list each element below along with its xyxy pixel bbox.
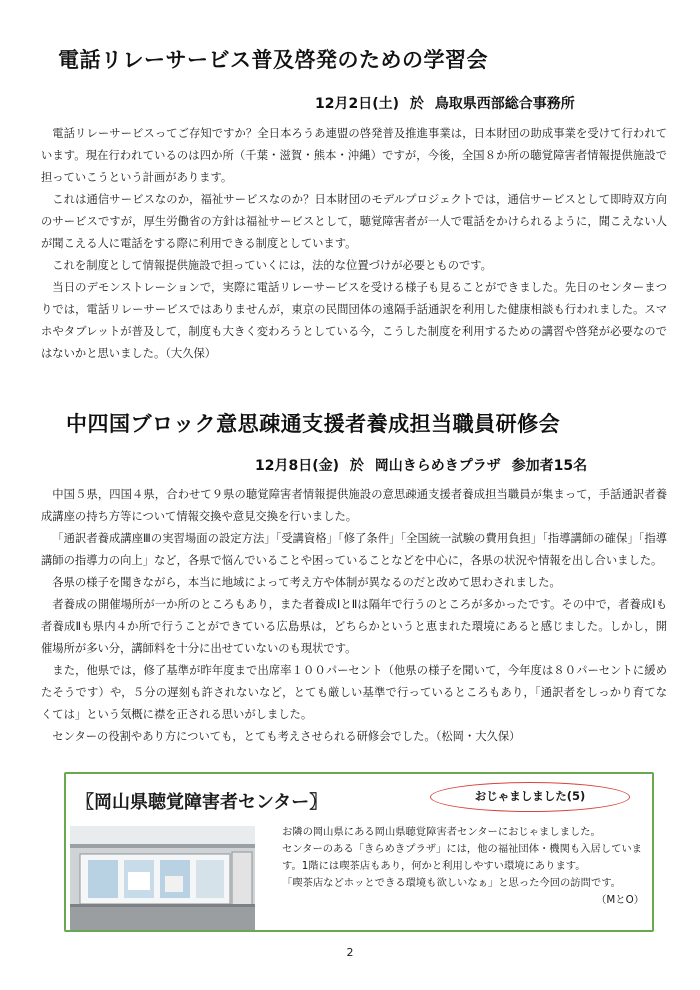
article2-venue: 岡山きらめきプラザ [374,458,501,474]
paragraph: これは通信サービスなのか，福祉サービスなのか？日本財団のモデルプロジェクトでは，通信サービスとして即時双方向のサービスですが，厚生労働省の方針は福祉サービスとして，聴覚障害者が一人で電話をかけられるように，聞こえない人が聞こえる人に電話をする際に利用できる制度としています。 [41,193,667,250]
article2-title: 中四国ブロック意思疎通支援者養成担当職員研修会 [66,412,561,436]
page-number: 2 [346,946,354,959]
visit-line: 「喫茶店などホッとできる環境も欲しいなぁ」と思った今回の訪問です。 [282,877,621,889]
article2-body [41,484,667,748]
visit-signature: （MとO） [596,894,644,906]
article1-at: 於 [409,96,424,112]
article2-date: 12月8日(金) [255,458,340,474]
paragraph: 者養成の開催場所が一か所のところもあり，また者養成ⅠとⅡは隔年で行うのところが多かったです。その中で，者養成Ⅰも者養成Ⅱも県内４か所で行うことができている広島県は，どちらかというと恵まれた環境にあると感じました。しかし，開催場所が多い分，講師料を十分に出せていないのも現状です。 [41,598,667,655]
article1-meta [315,93,581,113]
article1-body [41,123,667,365]
article2-meta [255,455,593,475]
visit-text [282,824,644,909]
paragraph: また，他県では，修了基準が昨年度まで出席率１００パーセント（他県の様子を聞いて，今年度は８０パーセントに緩めたそうです）や，５分の遅刻も許されないなど，とても厳しい基準で行っているところもあり，「通訳者をしっかり育てなくては」という気概に襟を正される思いがしました。 [41,664,667,721]
paragraph: 「通訳者養成講座Ⅲの実習場面の設定方法」「受講資格」「修了条件」「全国統一試験の費用負担」「指導講師の確保」「指導講師の指導力の向上」など，各県で悩んでいることや困っていることなどを中心に，各県の状況や情報を出し合いました。 [41,532,667,567]
center-photo [70,826,255,930]
article1-title: 電話リレーサービス普及啓発のための学習会 [58,48,488,72]
center-photo-image [70,826,255,930]
paragraph: 当日のデモンストレーションで，実際に電話リレーサービスを受ける様子も見ることができました。先日のセンターまつりでは，電話リレーサービスではありませんが，東京の民間団体の遠隔手話通訳を利用した健康相談も行われました。スマホやタブレットが普及して，制度も大きく変わろうとしている今，こうした制度を利用するための講習や啓発が必要なのではないかと思いました。（大久保） [41,281,667,360]
article2-participants: 参加者15名 [511,458,588,474]
article1-venue: 鳥取県西部総合事務所 [434,96,575,112]
article1-date: 12月2日(土) [315,96,400,112]
paragraph: 中国５県，四国４県，合わせて９県の聴覚障害者情報提供施設の意思疎通支援者養成担当職員が集まって，手話通訳者養成講座の持ち方等について情報交換や意見交換を行いました。 [41,488,667,523]
paragraph: 電話リレーサービスってご存知ですか？全日本ろうあ連盟の啓発普及推進事業は，日本財団の助成事業を受けて行われています。現在行われているのは四か所（千葉・滋賀・熊本・沖縄）ですが，今後，全国８か所の聴覚障害者情報提供施設で担っていこうという計画があります。 [41,127,667,184]
paragraph: これを制度として情報提供施設で担っていくには，法的な位置づけが必要とものです。 [52,259,492,272]
paragraph: センターの役割やあり方についても，とても考えさせられる研修会でした。（松岡・大久保） [52,730,521,743]
visit-title: 〖岡山県聴覚障害者センター〗 [76,792,328,813]
visit-line: お隣の岡山県にある岡山県聴覚障害者センターにおじゃましました。 [282,826,601,838]
paragraph: 各県の様子を聞きながら，本当に地域によって考え方や体制が異なるのだと改めて思わされました。 [52,576,561,589]
article2-at: 於 [349,458,364,474]
visit-line: センターのある「きらめきプラザ」には，他の福祉団体・機関も入居しています。1階には喫茶店もあり，何かと利用しやすい環境にあります。 [282,843,642,872]
visit-bubble: おじゃましました(5) [430,782,630,812]
